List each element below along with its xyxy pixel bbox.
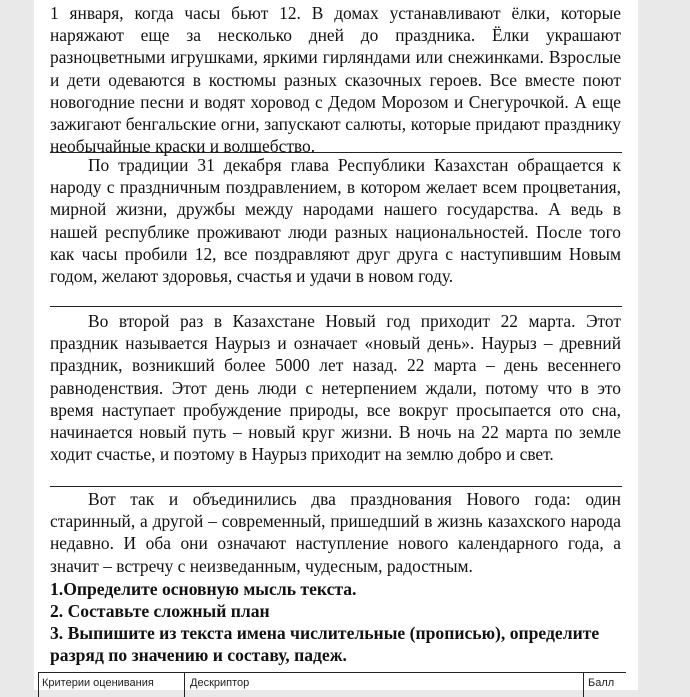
table-header-score: Балл: [588, 677, 615, 689]
table-border: [583, 673, 584, 697]
table-border: [38, 673, 39, 697]
assessment-table-header: [38, 672, 626, 697]
table-header-descriptor: Дескриптор: [190, 677, 250, 689]
paragraph-3: Во второй раз в Казахстане Новый год приходит 22 марта. Этот праздник называется Наурыз и означает «новый день». Наурыз – древний праздник, возникший более 5000 лет назад. 22 марта – день весеннего равноденствия. Этот день люди с нетерпением ждали, потому что в это время наступает пробуждение природы, все вокруг просыпается ото сна, начинается новый путь – новый круг жизни. В ночь на 22 марта по земле ходит счастье, и поэтому в Наурыз приходит на землю добро и свет.: [50, 311, 621, 465]
divider: [50, 486, 622, 487]
table-border: [184, 673, 185, 697]
task-1: 1.Определите основную мысль текста.: [50, 579, 357, 599]
divider: [50, 152, 622, 153]
paragraph-4: Вот так и объединились два празднования Нового года: один старинный, а другой – современный, пришедший в жизнь казахского народа недавно. И оба они означают наступление нового календарного года, а значит – встречу с неизведанным, чудесным, радостным.: [50, 489, 621, 576]
divider: [50, 306, 622, 307]
document-page: [34, 0, 638, 690]
table-header-criteria: Критерии оценивания: [42, 677, 154, 689]
task-2: 2. Составьте сложный план: [50, 601, 270, 621]
paragraph-1: 1 января, когда часы бьют 12. В домах устанавливают ёлки, которые наряжают еще за несколько дней до праздника. Ёлки украшают разноцветными игрушками, яркими гирляндами или снежинками. Взрослые и дети одеваются в костюмы разных сказочных героев. Все вместе поют новогодние песни и водят хоровод с Дедом Морозом и Снегурочкой. А еще зажигают бенгальские огни, запускают салюты, которые придают празднику необычайные краски и волшебство.: [50, 3, 621, 157]
paragraph-2: По традиции 31 декабря глава Республики Казахстан обращается к народу с праздничным поздравлением, в котором желает всем процветания, мирной жизни, дружбы между народами нашего государства. А ведь в нашей республике проживают люди разных национальностей. После того как часы пробили 12, все поздравляют друг друга с наступившим Новым годом, желают здоровья, счастья и удачи в новом году.: [50, 155, 621, 287]
task-3: 3. Выпишите из текста имена числительные (прописью), определите разряд по значению и составу, падеж.: [50, 623, 600, 665]
